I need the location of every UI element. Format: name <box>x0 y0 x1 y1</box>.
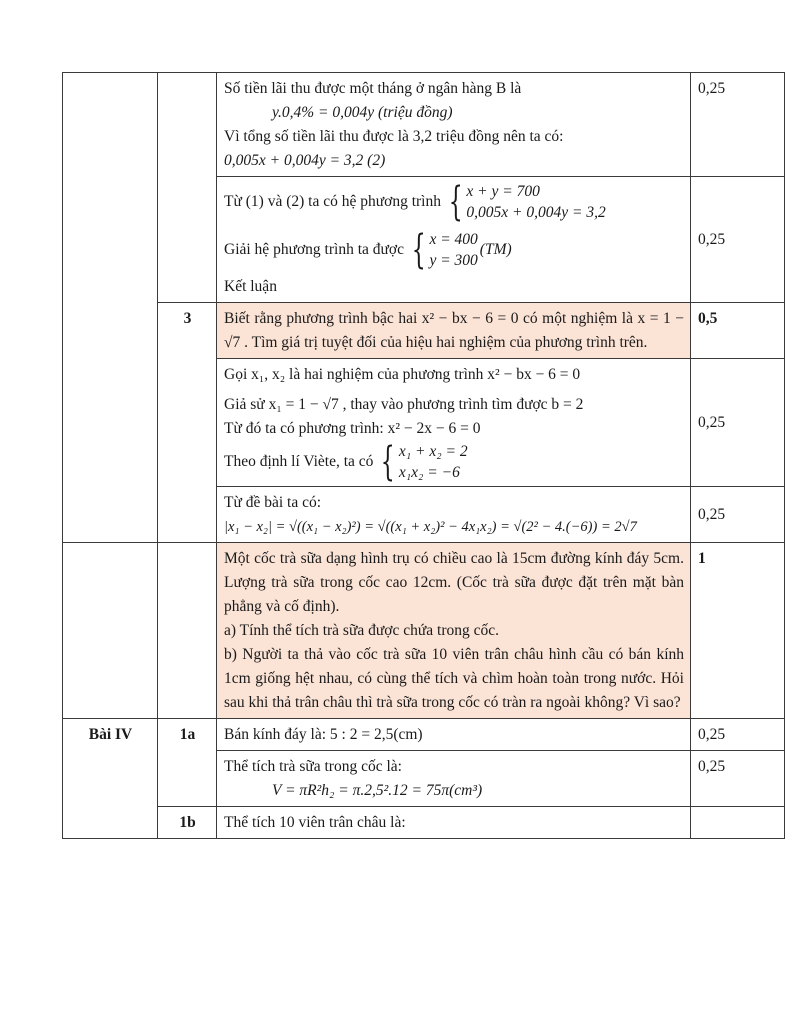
solution-line: Giải hệ phương trình ta được <box>224 241 404 258</box>
solution-line: Số tiền lãi thu được một tháng ở ngân hàng B là <box>224 80 522 97</box>
answer-key-table <box>62 72 785 839</box>
score-cell: 1 <box>691 543 785 719</box>
system-equation: y = 300 <box>429 252 478 269</box>
solution-cell: Thể tích 10 viên trân châu là: <box>217 807 691 839</box>
solution-cell <box>217 73 691 177</box>
score-cell <box>691 807 785 839</box>
solution-cell <box>217 487 691 543</box>
solution-cell <box>217 359 691 487</box>
system-equation: x + y = 700 <box>466 183 540 200</box>
problem-statement <box>217 543 691 719</box>
solution-line: Kết luận <box>224 278 277 295</box>
section-cell: Bài IV <box>63 719 158 839</box>
solution-line: Theo định lí Viète, ta có <box>224 453 374 470</box>
section-cell <box>63 543 158 719</box>
solution-formula: V = πR²h₂ = π.2,5².12 = 75π(cm³) <box>272 782 483 799</box>
solution-line: Giả sử x₁ = 1 − √7 , thay vào phương trình tìm được b = 2 <box>224 396 584 413</box>
question-number-cell: 3 <box>158 303 217 543</box>
score-cell: 0,5 <box>691 303 785 359</box>
score-cell: 0,25 <box>691 719 785 751</box>
system-equation: x₁ + x₂ = 2 <box>398 443 468 460</box>
score-cell: 0,25 <box>691 359 785 487</box>
brace-icon: { <box>411 227 426 273</box>
score-cell: 0,25 <box>691 487 785 543</box>
table-row <box>63 719 785 751</box>
solution-formula: y.0,4% = 0,004y (triệu đồng) <box>272 104 453 121</box>
solution-cell <box>217 177 691 303</box>
section-cell <box>63 73 158 543</box>
table-row <box>63 73 785 177</box>
system-equation: 0,005x + 0,004y = 3,2 <box>466 204 606 221</box>
brace-icon: { <box>381 439 396 485</box>
solution-cell: Bán kính đáy là: 5 : 2 = 2,5(cm) <box>217 719 691 751</box>
solution-formula: |x₁ − x₂| = √((x₁ − x₂)²) = √((x₁ + x₂)² − 4x₁x₂) = √(2² − 4.(−6)) = 2√7 <box>224 519 637 535</box>
table-row <box>63 303 785 359</box>
problem-statement: Biết rằng phương trình bậc hai x² − bx − 6 = 0 có một nghiệm là x = 1 − √7 . Tìm giá trị tuyệt đối của hiệu hai nghiệm của phương trình trên. <box>217 303 691 359</box>
question-number-cell: 1a <box>158 719 217 807</box>
question-number-cell <box>158 73 217 303</box>
table-row <box>63 543 785 719</box>
score-cell: 0,25 <box>691 177 785 303</box>
brace-icon: { <box>448 179 463 225</box>
score-cell: 0,25 <box>691 73 785 177</box>
table-row <box>63 807 785 839</box>
problem-part-a: a) Tính thể tích trà sữa được chứa trong cốc. <box>224 622 499 639</box>
solution-line: Từ đề bài ta có: <box>224 494 322 511</box>
question-number-cell <box>158 543 217 719</box>
system-equation: x = 400 <box>429 231 478 248</box>
solution-cell <box>217 751 691 807</box>
tm-note: (TM) <box>479 241 512 258</box>
solution-line: Thể tích trà sữa trong cốc là: <box>224 758 402 775</box>
solution-line: Từ (1) và (2) ta có hệ phương trình <box>224 193 441 210</box>
system-equation: x₁x₂ = −6 <box>398 464 460 481</box>
problem-text: Một cốc trà sữa dạng hình trụ có chiều cao là 15cm đường kính đáy 5cm. Lượng trà sữa trong cốc cao 12cm. (Cốc trà sữa được đặt trên mặt bàn phẳng và cố định). <box>224 550 684 615</box>
solution-line: Vì tổng số tiền lãi thu được là 3,2 triệu đồng nên ta có: <box>224 128 564 145</box>
problem-part-b: b) Người ta thả vào cốc trà sữa 10 viên trân châu hình cầu có bán kính 1cm giống hệt nhau, có cùng thể tích và chìm hoàn toàn trong nước. Hỏi sau khi thả trân châu thì trà sữa trong cốc có tràn ra ngoài không? Vì sao? <box>224 646 684 711</box>
question-number-cell: 1b <box>158 807 217 839</box>
solution-formula: 0,005x + 0,004y = 3,2 (2) <box>224 152 386 169</box>
solution-line: Gọi x₁, x₂ là hai nghiệm của phương trình x² − bx − 6 = 0 <box>224 366 581 383</box>
solution-line: Từ đó ta có phương trình: x² − 2x − 6 = 0 <box>224 420 481 437</box>
score-cell: 0,25 <box>691 751 785 807</box>
